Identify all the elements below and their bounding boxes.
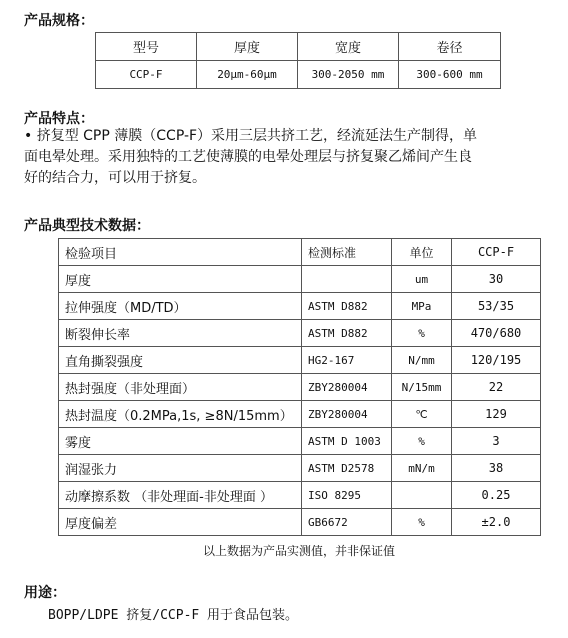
tech-cell-unit: mN/m bbox=[392, 455, 452, 482]
features-line-2: 面电晕处理。采用独特的工艺使薄膜的电晕处理层与挤复聚乙烯间产生良 bbox=[24, 149, 472, 165]
tech-header-row bbox=[59, 239, 541, 266]
tech-row bbox=[59, 482, 541, 509]
tech-cell-standard: ASTM D2578 bbox=[302, 455, 392, 482]
tech-cell-standard: HG2-167 bbox=[302, 347, 392, 374]
spec-header-roll-diameter: 卷径 bbox=[399, 33, 501, 61]
tech-cell-item: 直角撕裂强度 bbox=[59, 347, 302, 374]
tech-row bbox=[59, 320, 541, 347]
spec-table bbox=[95, 32, 501, 89]
spec-value-width: 300-2050 mm bbox=[298, 61, 399, 89]
tech-cell-unit bbox=[392, 482, 452, 509]
tech-heading: 产品典型技术数据： bbox=[24, 218, 150, 234]
tech-cell-unit: % bbox=[392, 320, 452, 347]
tech-cell-value: 22 bbox=[452, 374, 541, 401]
tech-cell-value: 38 bbox=[452, 455, 541, 482]
spec-header-row bbox=[96, 33, 501, 61]
spec-value-roll-diameter: 300-600 mm bbox=[399, 61, 501, 89]
tech-row bbox=[59, 293, 541, 320]
spec-header-width: 宽度 bbox=[298, 33, 399, 61]
tech-row bbox=[59, 401, 541, 428]
tech-cell-standard bbox=[302, 266, 392, 293]
tech-cell-unit: % bbox=[392, 428, 452, 455]
tech-cell-item: 热封强度（非处理面） bbox=[59, 374, 302, 401]
tech-row bbox=[59, 428, 541, 455]
tech-cell-item: 厚度 bbox=[59, 266, 302, 293]
tech-cell-value: 120/195 bbox=[452, 347, 541, 374]
tech-cell-unit: N/15mm bbox=[392, 374, 452, 401]
features-text bbox=[24, 126, 554, 189]
spec-header-thickness: 厚度 bbox=[197, 33, 298, 61]
usage-heading: 用途： bbox=[24, 585, 66, 601]
tech-cell-item: 拉伸强度（MD/TD） bbox=[59, 293, 302, 320]
tech-cell-value: 30 bbox=[452, 266, 541, 293]
tech-cell-unit: um bbox=[392, 266, 452, 293]
spec-value-model: CCP-F bbox=[96, 61, 197, 89]
tech-cell-unit: N/mm bbox=[392, 347, 452, 374]
tech-cell-standard: ZBY280004 bbox=[302, 374, 392, 401]
spec-value-row bbox=[96, 61, 501, 89]
tech-header-item: 检验项目 bbox=[59, 239, 302, 266]
tech-cell-value: 129 bbox=[452, 401, 541, 428]
tech-cell-value: ±2.0 bbox=[452, 509, 541, 536]
tech-cell-standard: GB6672 bbox=[302, 509, 392, 536]
tech-cell-item: 润湿张力 bbox=[59, 455, 302, 482]
tech-header-unit: 单位 bbox=[392, 239, 452, 266]
tech-header-value: CCP-F bbox=[452, 239, 541, 266]
tech-cell-item: 热封温度（0.2MPa,1s, ≥8N/15mm） bbox=[59, 401, 302, 428]
tech-cell-standard: ASTM D882 bbox=[302, 320, 392, 347]
tech-row bbox=[59, 347, 541, 374]
features-line-3: 好的结合力，可以用于挤复。 bbox=[24, 170, 206, 186]
tech-cell-value: 53/35 bbox=[452, 293, 541, 320]
spec-header-model: 型号 bbox=[96, 33, 197, 61]
features-heading: 产品特点： bbox=[24, 111, 94, 127]
tech-cell-item: 厚度偏差 bbox=[59, 509, 302, 536]
tech-header-standard: 检测标准 bbox=[302, 239, 392, 266]
features-line-1: • 挤复型 CPP 薄膜（CCP-F）采用三层共挤工艺，经流延法生产制得，单 bbox=[24, 128, 478, 144]
tech-cell-item: 动摩擦系数 （非处理面-非处理面 ） bbox=[59, 482, 302, 509]
tech-cell-standard: ZBY280004 bbox=[302, 401, 392, 428]
tech-row bbox=[59, 266, 541, 293]
tech-row bbox=[59, 509, 541, 536]
tech-cell-standard: ASTM D882 bbox=[302, 293, 392, 320]
tech-cell-value: 0.25 bbox=[452, 482, 541, 509]
tech-cell-unit: % bbox=[392, 509, 452, 536]
tech-cell-standard: ASTM D 1003 bbox=[302, 428, 392, 455]
usage-text: BOPP/LDPE 挤复/CCP-F 用于食品包装。 bbox=[48, 608, 299, 623]
tech-cell-unit: ℃ bbox=[392, 401, 452, 428]
tech-cell-unit: MPa bbox=[392, 293, 452, 320]
tech-cell-standard: ISO 8295 bbox=[302, 482, 392, 509]
tech-table bbox=[58, 238, 541, 536]
tech-cell-item: 断裂伸长率 bbox=[59, 320, 302, 347]
spec-value-thickness: 20μm-60μm bbox=[197, 61, 298, 89]
tech-cell-value: 470/680 bbox=[452, 320, 541, 347]
tech-row bbox=[59, 374, 541, 401]
data-disclaimer: 以上数据为产品实测值，并非保证值 bbox=[202, 544, 395, 558]
tech-cell-value: 3 bbox=[452, 428, 541, 455]
tech-row bbox=[59, 455, 541, 482]
tech-cell-item: 雾度 bbox=[59, 428, 302, 455]
spec-heading: 产品规格： bbox=[24, 13, 94, 29]
